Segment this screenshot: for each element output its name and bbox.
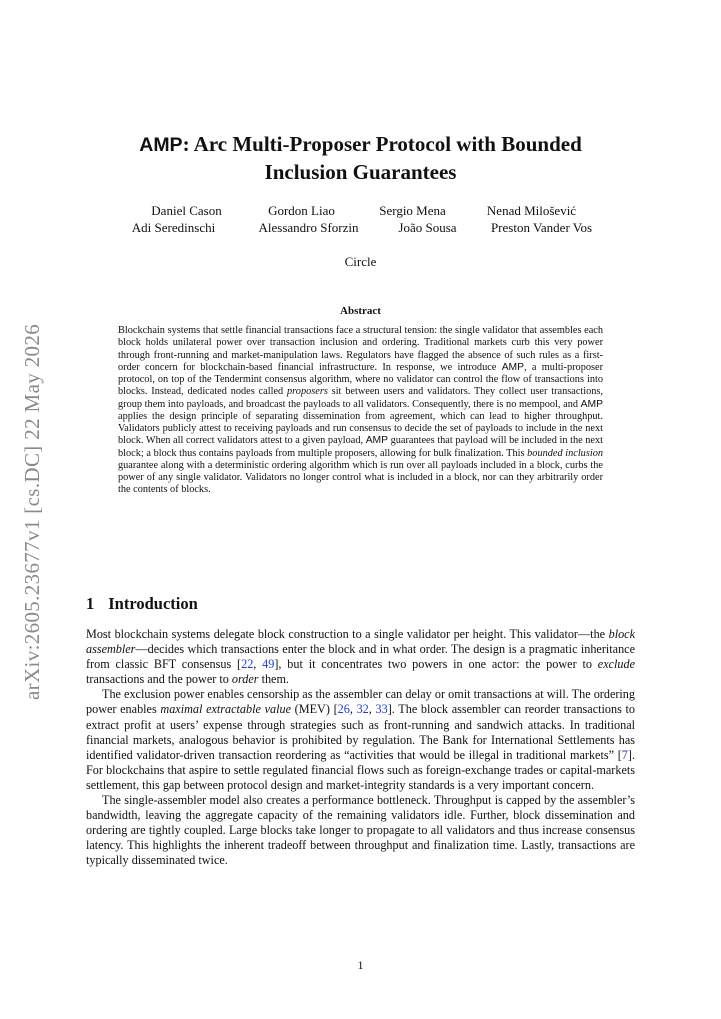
author: Adi Seredinschi (131, 220, 216, 235)
author: Sergio Mena (379, 203, 446, 218)
author: Nenad Milošević (486, 203, 577, 218)
author: Preston Vander Vos (490, 220, 593, 235)
emphasis: bounded inclusion (527, 447, 603, 459)
citation-link[interactable]: 49 (262, 657, 275, 672)
citation-link[interactable]: 7 (621, 747, 628, 762)
author: Alessandro Sforzin (258, 220, 359, 235)
title-line-2: Inclusion Guarantees (264, 160, 457, 184)
acronym: AMP (580, 398, 603, 410)
author: Daniel Cason (151, 203, 222, 218)
title-line-1 (72, 131, 649, 159)
abstract-text: Blockchain systems that settle financial transactions face a structural tension: the single validator that assembles each block holds unilateral power over transaction inclusion and ordering. Traditional markets curb this very power through front-running and market-manipulation laws. Regulators have flagged the absence of such rules as a first-order concern for blockchain-based financial infrastructure. In response, we introduce AMP, a multi-proposer protocol, on top of the Tendermint consensus algorithm, where no validator can control the flow of transactions into blocks. Instead, dedicated nodes called proposers sit between users and validators. They collect user transactions, group them into payloads, and broadcast the payloads to all validators. Consequently, there is no mempool, and AMP applies the design principle of separating dissemination from agreement, which can lead to higher throughput. Validators publicly attest to receiving payloads and run consensus to decide the set of payloads to include in the next block. When all correct validators attest to a given payload, AMP guarantees that payload will be included in the next block; a block thus contains payloads from multiple proposers, allowing for bulk finalization. This bounded inclusion guarantee along with a deterministic ordering algorithm which is run over all payloads included in a block, curbs the power of any single validator. Validators no longer control what is included in a block, nor can they arbitrarily order the contents of blocks. (118, 325, 603, 496)
citation-link[interactable]: 26 (337, 702, 350, 717)
title-acronym: AMP (139, 134, 183, 156)
page-number: 1 (357, 958, 364, 972)
section-number: 1 (86, 594, 95, 613)
paragraph: Most blockchain systems delegate block construction to a single validator per height. This validator—the block assembler—decides which transactions enter the block and in what order. The design is a pragmatic inheritance from classic BFT consensus [22, 49], but it concentrates two powers in one actor: the power to exclude transactions and the power to order them. (86, 627, 635, 687)
author-list (72, 202, 649, 236)
acronym: AMP (501, 361, 525, 373)
paragraph: The exclusion power enables censorship as the assembler can delay or omit transactions at will. The ordering power enables maximal extractable value (MEV) [26, 32, 33]. The block assembler can reorder transactions to extract profit at users’ expense through strategies such as front-running and sandwich attacks. In traditional financial markets, analogous behavior is prohibited by regulation. The Bank for International Settlements has identified validator-driven transaction reordering as “activities that would be illegal in traditional markets” [7]. For blockchains that aspire to settle regulated financial flows such as foreign-exchange trades or capital-markets settlement, this gap between protocol design and market-integrity standards is a very important concern. (86, 687, 636, 792)
author: Gordon Liao (268, 203, 335, 218)
section-title: Introduction (108, 594, 198, 613)
affiliation: Circle (344, 254, 377, 269)
arxiv-identifier[interactable]: arXiv:2605.23677v1 [cs.DC] 22 May 2026 (20, 323, 44, 700)
acronym: AMP (365, 435, 389, 447)
paragraph: The single-assembler model also creates a performance bottleneck. Throughput is capped by the assembler’s bandwidth, leaving the aggregate capacity of the remaining validators idle. Further, block dissemination and ordering are tightly coupled. Large blocks take longer to propagate to all validators and thus increase consensus latency. This highlights the inherent tradeoff between throughput and finalization time. Lastly, transactions are typically disseminated twice. (86, 793, 635, 868)
citation-link[interactable]: 33 (375, 702, 388, 717)
abstract-heading: Abstract (340, 305, 381, 317)
citation-link[interactable]: 22 (241, 657, 254, 672)
paper-title (72, 131, 649, 186)
author-row-2 (72, 219, 649, 236)
author: João Sousa (398, 220, 457, 235)
emphasis: proposers (287, 386, 328, 398)
section-heading (86, 594, 198, 614)
citation-link[interactable]: 32 (356, 702, 369, 717)
title-line-1-rest: : Arc Multi-Proposer Protocol with Bounded (182, 132, 582, 156)
section-body (86, 627, 635, 869)
author-row-1 (72, 202, 649, 219)
